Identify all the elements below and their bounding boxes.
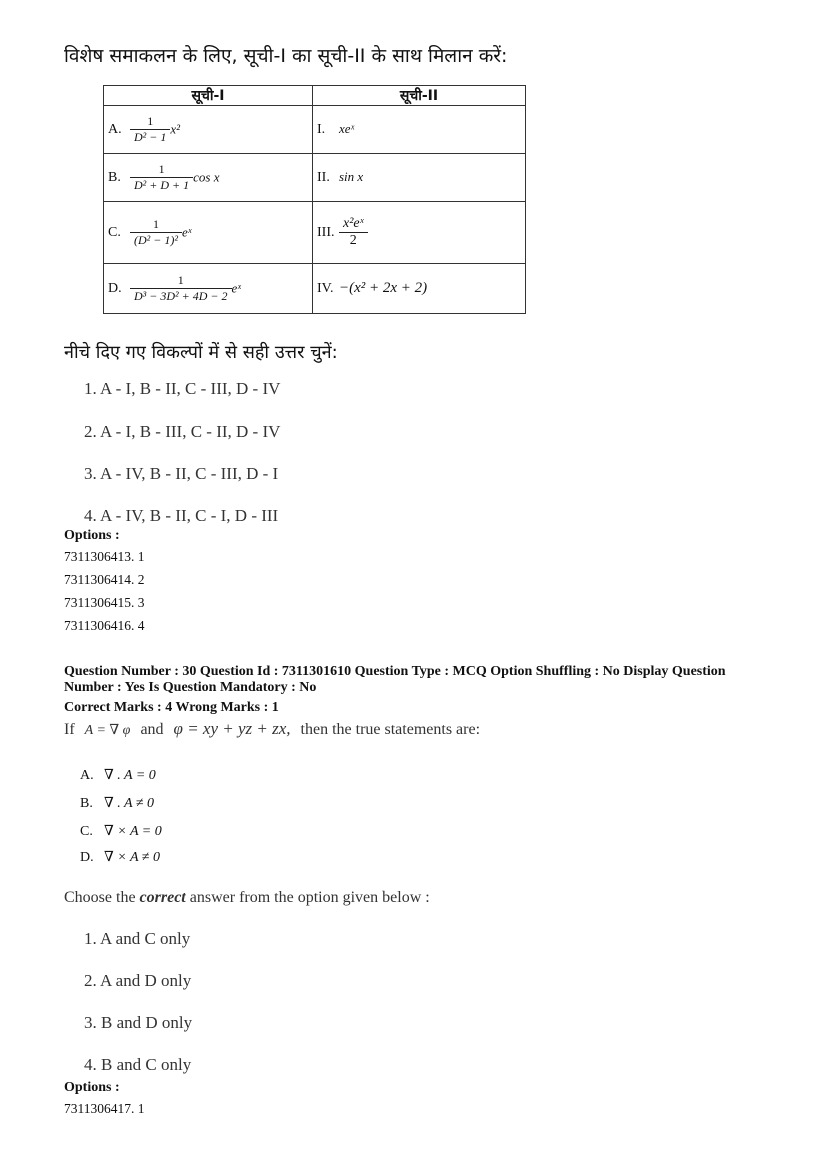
row-label: A. <box>108 121 122 137</box>
option-id: 7311306414. 2 <box>64 572 145 587</box>
fraction-tail: eˣ <box>231 280 241 296</box>
match-expr: −(x² + 2x + 2) <box>339 280 428 296</box>
prompt-gradient-eq: A = ∇ φ <box>84 723 131 738</box>
fraction: $\frac{1}{\text{(D² − 1)²}}$ <box>130 217 182 248</box>
answer-choice-4: 4. B and C only <box>84 1055 192 1074</box>
match-table <box>103 85 526 314</box>
table-row <box>104 154 526 202</box>
options-label: Options : <box>64 528 120 543</box>
q30-choose-instruction: Choose the correct answer from the option given below : <box>64 889 430 906</box>
fraction: $\frac{\text{x²eˣ}}{2}$ <box>339 216 368 249</box>
fraction: $\frac{1}{\text{D³ − 3D² + 4D − 2}}$ <box>130 273 232 304</box>
table-row <box>104 106 526 154</box>
answer-choice-3: 3. B and D only <box>84 1013 193 1032</box>
fraction-tail: cos x <box>193 169 220 185</box>
statement-c: C. ∇ × A = 0 <box>80 824 162 839</box>
q30-meta-line2: Number : Yes Is Question Mandatory : No <box>64 680 317 695</box>
row-label: III. <box>317 224 335 240</box>
prompt-phi-eq: φ = xy + yz + zx, <box>173 719 291 738</box>
q29-prompt: विशेष समाकलन के लिए, सूची-I का सूची-II के साथ मिलान करें: <box>64 45 508 67</box>
answer-choice-1: 1. A - I, B - II, C - III, D - IV <box>84 379 281 398</box>
q30-meta-line3: Correct Marks : 4 Wrong Marks : 1 <box>64 700 279 715</box>
q30-meta-line1: Question Number : 30 Question Id : 7311301610 Question Type : MCQ Option Shuffling : No Display Question <box>64 664 726 679</box>
col2-header: सूची-II <box>313 86 526 106</box>
fraction: $\frac{1}{\text{D² − 1}}$ <box>130 114 170 145</box>
prompt-if: If <box>64 721 75 738</box>
match-expr: xeˣ <box>339 121 355 137</box>
statement-a: A. ∇ . A = 0 <box>80 768 156 783</box>
answer-choice-1: 1. A and C only <box>84 929 191 948</box>
option-id: 7311306413. 1 <box>64 549 145 564</box>
answer-choice-4: 4. A - IV, B - II, C - I, D - III <box>84 506 279 525</box>
fraction-tail: eˣ <box>181 224 192 240</box>
answer-choice-2: 2. A - I, B - III, C - II, D - IV <box>84 422 281 441</box>
row-label: B. <box>108 169 121 185</box>
prompt-and: and <box>140 721 164 738</box>
table-row <box>104 202 526 264</box>
match-expr: sin x <box>339 169 364 185</box>
option-id: 7311306417. 1 <box>64 1101 145 1116</box>
fraction-tail: x² <box>170 121 181 137</box>
row-label: C. <box>108 224 121 240</box>
q29-choose-instruction: नीचे दिए गए विकल्पों में से सही उत्तर चुनें: <box>64 342 338 363</box>
col1-header: सूची-I <box>104 86 313 106</box>
options-label: Options : <box>64 1080 120 1095</box>
row-label: II. <box>317 169 330 185</box>
row-label: I. <box>317 121 326 137</box>
statement-d: D. ∇ × A ≠ 0 <box>80 850 160 865</box>
row-label: D. <box>108 280 122 296</box>
fraction: $\frac{1}{\text{D² + D + 1}}$ <box>130 162 193 193</box>
row-label: IV. <box>317 280 334 296</box>
table-row <box>104 264 526 314</box>
answer-choice-2: 2. A and D only <box>84 971 192 990</box>
q30-prompt <box>64 719 480 739</box>
answer-choice-3: 3. A - IV, B - II, C - III, D - I <box>84 464 279 483</box>
option-id: 7311306415. 3 <box>64 595 145 610</box>
prompt-tail: then the true statements are: <box>300 721 481 738</box>
option-id: 7311306416. 4 <box>64 618 145 633</box>
statement-b: B. ∇ . A ≠ 0 <box>80 796 155 811</box>
